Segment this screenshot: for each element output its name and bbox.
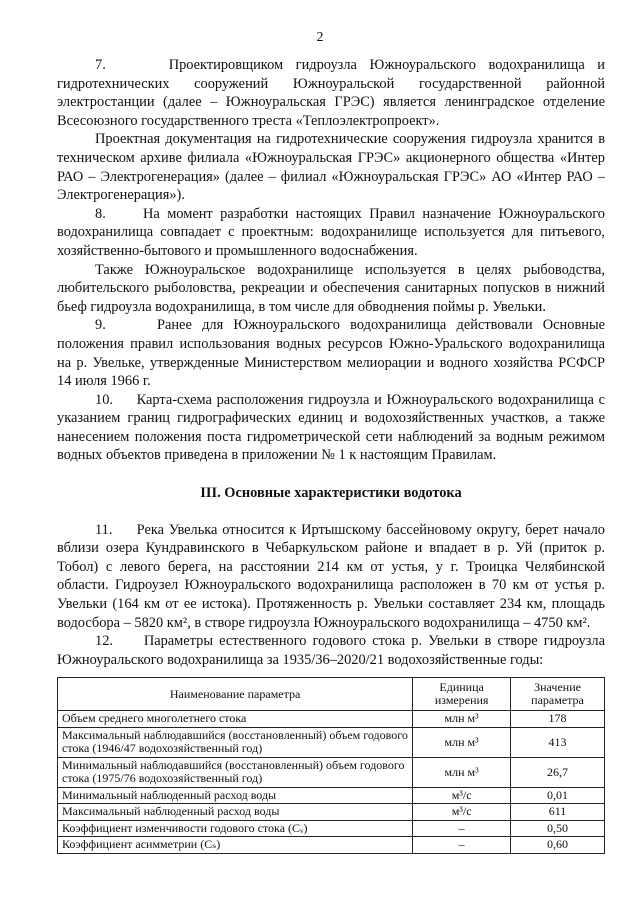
- parameter-unit: м³/с: [413, 804, 511, 821]
- parameter-unit: –: [413, 837, 511, 854]
- parameter-value: 611: [511, 804, 605, 821]
- paragraph-8: 8. На момент разработки настоящих Правил назначение Южноуральского водохранилища совпадает с проектным: водохранилище используется для питьевого, хозяйственно-бытового и промышленного водоснабжения.: [57, 205, 605, 259]
- paragraph-12: 12. Параметры естественного годового стока р. Увельки в створе гидроузла Южноуральского водохранилища за 1935/36–2020/21 водохозяйственные годы:: [57, 633, 605, 668]
- parameter-value: 413: [511, 727, 605, 757]
- paragraph-8-usage: Также Южноуральское водохранилище используется в целях рыбоводства, любительского рыболовства, рекреации и обеспечения санитарных попусков в нижний бьеф гидроузла водохранилища, в том числе для обводнения поймы р. Увельки.: [57, 261, 605, 315]
- table-row: [58, 711, 605, 728]
- parameter-name: Максимальный наблюдавшийся (восстановленный) объем годового стока (1946/47 водохозяйственный год): [58, 727, 413, 757]
- parameter-value: 0,50: [511, 820, 605, 837]
- parameter-unit: млн м³: [413, 711, 511, 728]
- parameter-name: Коэффициент изменчивости годового стока (Cᵥ): [58, 820, 413, 837]
- table-row: [58, 787, 605, 804]
- table-header-row: [58, 678, 605, 711]
- table-row: [58, 727, 605, 757]
- paragraph-7-documentation: Проектная документация на гидротехнические сооружения гидроузла хранится в техническом архиве филиала «Южноуральская ГРЭС» акционерного общества «Интер РАО – Электрогенерация» (далее – филиал «Южноуральская ГРЭС» АО «Интер РАО – Электрогенерация»).: [57, 131, 605, 204]
- table-row: [58, 804, 605, 821]
- table-row: [58, 757, 605, 787]
- parameter-name: Минимальный наблюдавшийся (восстановленный) объем годового стока (1975/76 водохозяйственный год): [58, 757, 413, 787]
- parameter-value: 26,7: [511, 757, 605, 787]
- paragraph-10: 10. Карта-схема расположения гидроузла и Южноуральского водохранилища с указанием границ гидрографических единиц и водохозяйственных участков, а также нанесением положения поста гидрометрической сети наблюдений за водным режимом водных объектов приведена в приложении № 1 к настоящим Правилам.: [57, 391, 605, 464]
- table-row: [58, 820, 605, 837]
- paragraph-7: 7. Проектировщиком гидроузла Южноуральского водохранилища и гидротехнических сооружений Южноуральской государственной районной электростанции (далее – Южноуральская ГРЭС) является ленинградское отделение Всесоюзного государственного треста «Теплоэлектропроект».: [57, 57, 605, 129]
- header-value: Значение параметра: [511, 678, 605, 711]
- section-heading: III. Основные характеристики водотока: [200, 485, 462, 502]
- parameter-name: Максимальный наблюденный расход воды: [58, 804, 413, 821]
- parameter-unit: млн м³: [413, 757, 511, 787]
- page-number: 2: [316, 30, 324, 45]
- document-body: [57, 56, 605, 854]
- table-row: [58, 837, 605, 854]
- runoff-parameters-table: [57, 677, 605, 854]
- parameter-unit: –: [413, 820, 511, 837]
- paragraph-11: 11. Река Увелька относится к Иртышскому бассейновому округу, берет начало вблизи озера Кундравинского в Чебаркульском районе и впадает в р. Уй (приток р. Тобол) с левого берега, на расстоянии 214 км от устья, у г. Троицка Челябинской области. Гидроузел Южноуральского водохранилища расположен в 70 км от устья р. Увельки (164 км от ее истока). Протяженность р. Увельки составляет 234 км, площадь водосбора – 5820 км², в створе гидроузла Южноуральского водохранилища – 4750 км².: [57, 521, 605, 631]
- parameter-unit: млн м³: [413, 727, 511, 757]
- parameter-name: Минимальный наблюденный расход воды: [58, 787, 413, 804]
- header-parameter-name: Наименование параметра: [58, 678, 413, 711]
- parameter-value: 0,01: [511, 787, 605, 804]
- parameter-name: Объем среднего многолетнего стока: [58, 711, 413, 728]
- parameter-value: 0,60: [511, 837, 605, 854]
- parameter-name: Коэффициент асимметрии (Cₛ): [58, 837, 413, 854]
- paragraph-9: 9. Ранее для Южноуральского водохранилища действовали Основные положения правил использования водных ресурсов Южно-Уральского водохранилища на р. Увельке, утвержденные Министерством мелиорации и водного хозяйства РСФСР 14 июля 1966 г.: [57, 317, 605, 390]
- parameter-value: 178: [511, 711, 605, 728]
- header-unit: Единица измерения: [413, 678, 511, 711]
- parameter-unit: м³/с: [413, 787, 511, 804]
